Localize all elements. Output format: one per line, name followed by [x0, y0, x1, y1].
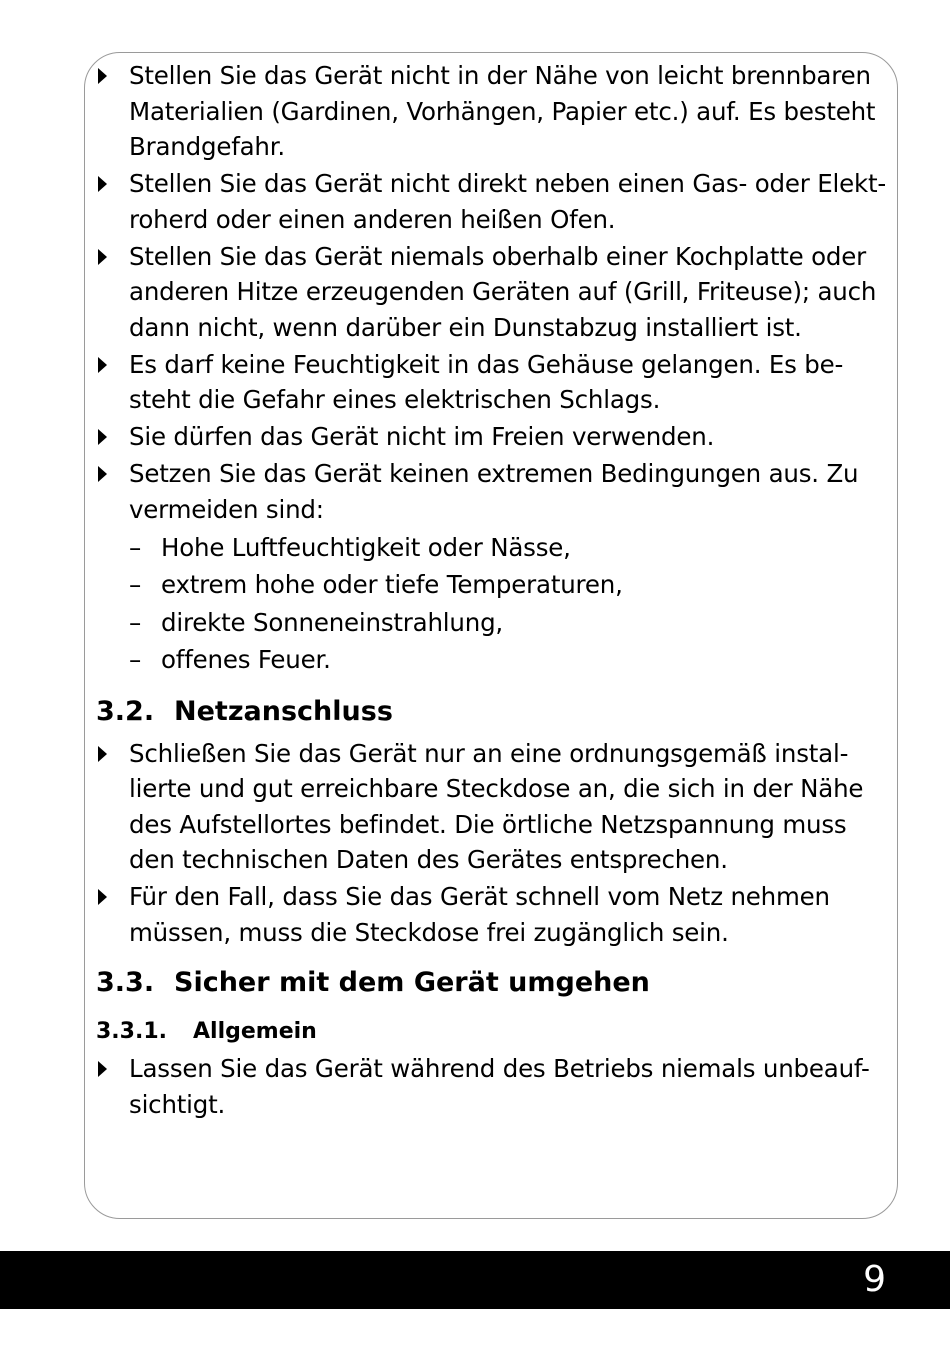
section-title: Sicher mit dem Gerät umgehen — [174, 967, 650, 998]
footer-bar — [0, 1251, 950, 1309]
text-line: roherd oder einen anderen heißen Ofen. — [129, 204, 616, 234]
text-line: Materialien (Gardinen, Vorhängen, Papier etc.) auf. Es besteht — [129, 96, 876, 126]
text-line: Sie dürfen das Gerät nicht im Freien verwenden. — [129, 422, 715, 451]
text-line: Setzen Sie das Gerät keinen extremen Bedingungen aus. Zu — [129, 459, 859, 488]
bullet-item — [96, 58, 896, 165]
section-heading-sicher-umgehen — [96, 965, 896, 1001]
dash-bullet: – — [129, 532, 142, 562]
subsection-number: 3.3.1. — [96, 1019, 167, 1044]
bullet-item — [96, 419, 896, 455]
bullet-item — [96, 456, 896, 527]
document-body — [96, 58, 896, 1124]
section-number: 3.3. — [96, 967, 155, 998]
bullet-item — [96, 347, 896, 418]
dash-list-text: direkte Sonneneinstrahlung, — [161, 607, 504, 637]
section-heading-netzanschluss — [96, 694, 896, 730]
dash-list-text: extrem hohe oder tiefe Temperaturen, — [161, 570, 623, 599]
bullet-item — [96, 239, 896, 346]
triangle-right-icon — [98, 357, 107, 373]
text-line: sichtigt. — [129, 1089, 226, 1119]
text-line: Stellen Sie das Gerät nicht in der Nähe von leicht brennbaren — [129, 61, 871, 90]
text-line: Schließen Sie das Gerät nur an eine ordnungsgemäß instal- — [129, 738, 849, 768]
text-line: lierte und gut erreichbare Steckdose an, die sich in der Nähe — [129, 774, 864, 803]
text-line: müssen, muss die Steckdose frei zugänglich sein. — [129, 917, 729, 947]
text-line: Für den Fall, dass Sie das Gerät schnell vom Netz nehmen — [129, 882, 830, 911]
text-line: Brandgefahr. — [129, 132, 285, 161]
page-number: 9 — [863, 1259, 886, 1300]
section-number: 3.2. — [96, 695, 155, 727]
text-line: Lassen Sie das Gerät während des Betriebs niemals unbeauf- — [129, 1054, 870, 1083]
dash-bullet: – — [129, 607, 142, 637]
dash-list-item — [96, 529, 896, 567]
text-line: steht die Gefahr eines elektrischen Schlags. — [129, 385, 661, 414]
subsection-heading-allgemein — [96, 1017, 896, 1047]
dash-list-text: offenes Feuer. — [161, 645, 331, 674]
triangle-right-icon — [98, 466, 107, 482]
triangle-right-icon — [98, 746, 107, 762]
triangle-right-icon — [98, 429, 107, 445]
text-line: den technischen Daten des Gerätes entsprechen. — [129, 845, 728, 874]
dash-bullet: – — [129, 570, 142, 599]
text-line: anderen Hitze erzeugenden Geräten auf (Grill, Friteuse); auch — [129, 277, 877, 306]
text-line: dann nicht, wenn darüber ein Dunstabzug installiert ist. — [129, 312, 802, 342]
bullet-item — [96, 879, 896, 950]
section-title: Netzanschluss — [174, 695, 393, 727]
triangle-right-icon — [98, 68, 107, 84]
dash-bullet: – — [129, 645, 142, 674]
dash-list-item — [96, 566, 896, 604]
text-line: vermeiden sind: — [129, 494, 324, 524]
subsection-title: Allgemein — [193, 1019, 317, 1044]
text-line: Stellen Sie das Gerät nicht direkt neben einen Gas- oder Elekt- — [129, 169, 886, 198]
text-line: Stellen Sie das Gerät niemals oberhalb einer Kochplatte oder — [129, 241, 867, 271]
bullet-item — [96, 166, 896, 237]
text-line: des Aufstellortes befindet. Die örtliche Netzspannung muss — [129, 809, 847, 839]
bullet-item — [96, 1051, 896, 1122]
bullet-item — [96, 736, 896, 878]
triangle-right-icon — [98, 1061, 107, 1077]
triangle-right-icon — [98, 249, 107, 265]
dash-list-item — [96, 604, 896, 642]
dash-list-item — [96, 641, 896, 679]
triangle-right-icon — [98, 889, 107, 905]
dash-list-text: Hohe Luftfeuchtigkeit oder Nässe, — [161, 532, 571, 562]
text-line: Es darf keine Feuchtigkeit in das Gehäuse gelangen. Es be- — [129, 349, 844, 379]
triangle-right-icon — [98, 176, 107, 192]
